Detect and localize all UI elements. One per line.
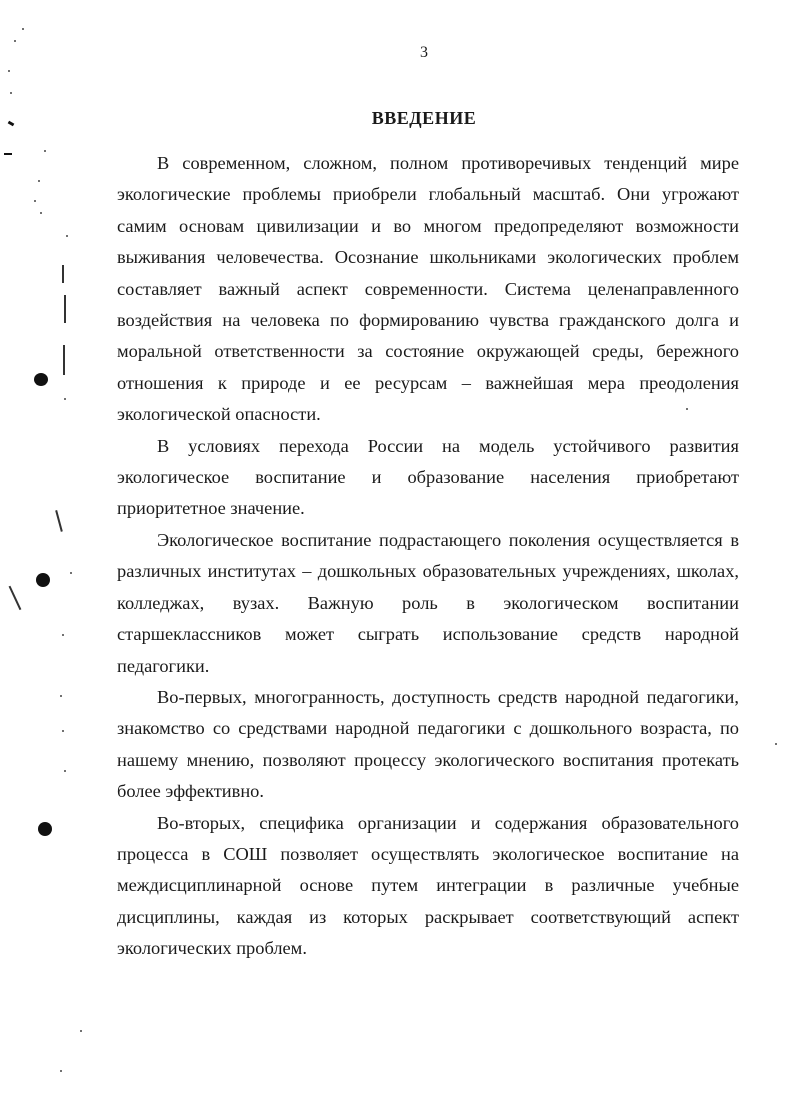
scan-mark bbox=[55, 510, 62, 532]
scan-speck bbox=[62, 730, 64, 732]
page-number: 3 bbox=[420, 44, 428, 61]
scan-speck bbox=[70, 572, 72, 574]
scan-speck bbox=[62, 634, 64, 636]
scan-speck bbox=[44, 150, 46, 152]
scan-mark bbox=[63, 345, 65, 375]
page-title: ВВЕДЕНИЕ bbox=[371, 108, 477, 128]
scan-mark bbox=[9, 586, 21, 610]
punch-hole-mark bbox=[36, 573, 50, 587]
scan-mark bbox=[62, 265, 64, 283]
scan-speck bbox=[22, 28, 24, 30]
scan-speck bbox=[34, 200, 36, 202]
paragraph: Во-первых, многогранность, доступность средств народной педагогики, знакомство со средствами народной педагогики с дошкольного возраста, по нашему мнению, позволяют процессу экологического воспитания протекать более эффективно. bbox=[117, 686, 739, 802]
scan-mark bbox=[64, 295, 66, 323]
scan-speck bbox=[60, 1070, 62, 1072]
scan-speck bbox=[686, 408, 688, 410]
scan-speck bbox=[64, 770, 66, 772]
scan-speck bbox=[60, 695, 62, 697]
scan-speck bbox=[8, 70, 10, 72]
scan-mark bbox=[4, 153, 12, 155]
punch-hole-mark bbox=[34, 373, 48, 386]
scan-speck bbox=[775, 743, 777, 745]
scan-speck bbox=[40, 212, 42, 214]
scan-speck bbox=[64, 398, 66, 400]
paragraph: Во-вторых, специфика организации и содержания образовательного процесса в СОШ позволяет осуществлять экологическое воспитание на междисциплинарной основе путем интеграции в различные учебные дисциплины, каждая из которых раскрывает соответствующий аспект экологических проблем. bbox=[117, 812, 739, 959]
paragraph: В современном, сложном, полном противоречивых тенденций мире экологические проблемы приобрели глобальный масштаб. Они угрожают самим основам цивилизации и во многом предопределяют возможности выживания человечества. Осознание школьниками экологических проблем составляет важный аспект современности. Система целенаправленного воздействия на человека по формированию чувства гражданского долга и моральной ответственности за состояние окружающей среды, бережного отношения к природе и ее ресурсам – важнейшая мера преодоления экологической опасности. bbox=[117, 153, 739, 425]
paragraph: Экологическое воспитание подрастающего поколения осуществляется в различных институтах – дошкольных образовательных учреждениях, школах, колледжах, вузах. Важную роль в экологическом воспитании старшеклассников может сыграть использование средств народной педагогики. bbox=[117, 529, 739, 676]
scan-speck bbox=[14, 40, 16, 42]
scan-speck bbox=[80, 1030, 82, 1032]
document-body bbox=[117, 148, 739, 965]
paragraph: В условиях перехода России на модель устойчивого развития экологическое воспитание и образование населения приобретают приоритетное значение. bbox=[117, 435, 739, 519]
scan-speck bbox=[10, 92, 12, 94]
punch-hole-mark bbox=[38, 822, 52, 836]
scan-speck bbox=[38, 180, 40, 182]
scan-speck bbox=[66, 235, 68, 237]
